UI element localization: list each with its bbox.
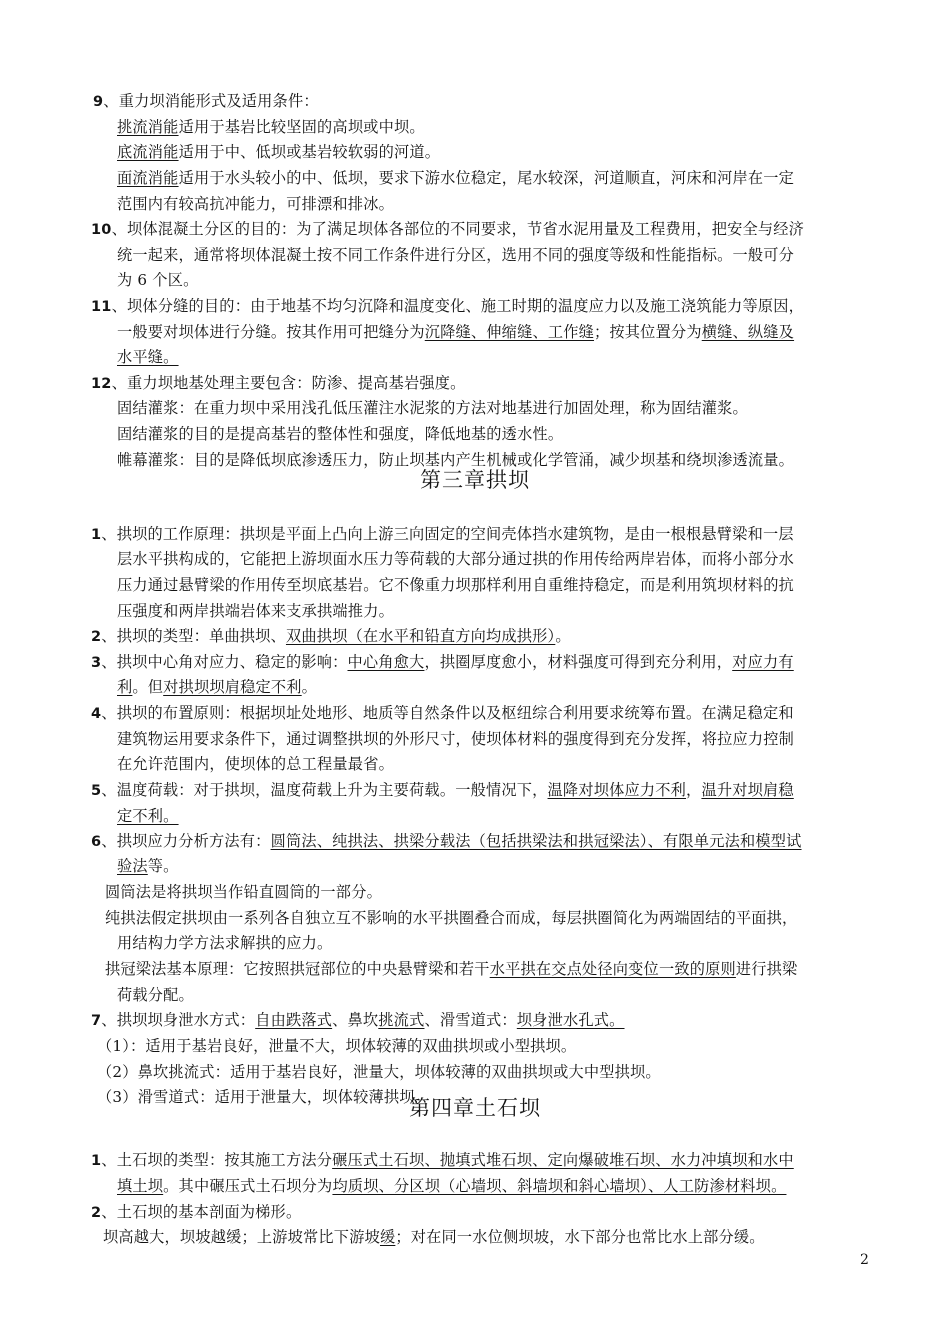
text-segment: 土石坝的类型：按其施工方法分	[116, 1151, 333, 1169]
text-segment: 拱坝的工作原理：拱坝是平面上凸向上游三向固定的空间壳体挡水建筑物，是由一根根悬臂梁和一层	[116, 525, 794, 543]
text-segment: 拱冠梁法基本原理：它按照拱冠部位的中央悬臂梁和若干	[105, 960, 490, 978]
text-segment: （3）滑雪道式：适用于泄量大，坝体较薄拱坝。	[97, 1088, 431, 1106]
text-segment: 坝体分缝的目的：由于地基不均匀沉降和温度变化、施工时期的温度应力以及施工浇筑能力等原因，	[126, 297, 805, 315]
underlined-text: 双曲拱坝（在水平和铅直方向均成拱形）	[285, 627, 556, 645]
text-segment: 在允许范围内，使坝体的总工程量最省。	[117, 755, 394, 773]
text-segment: 。	[555, 627, 571, 645]
text-segment: 固结灌浆的目的是提高基岩的整体性和强度，降低地基的透水性。	[117, 425, 564, 443]
text-segment: 适用于中、低坝或基岩较软弱的河道。	[178, 143, 441, 161]
text-line	[117, 322, 794, 342]
text-line	[97, 1087, 430, 1107]
underlined-text: 碾压式土石坝、抛填式堆石坝、定向爆破堆石坝、水力冲填坝和水中	[332, 1151, 794, 1169]
text-line	[105, 908, 797, 928]
text-line	[117, 142, 440, 162]
text-line	[117, 194, 394, 214]
text-segment: 等。	[147, 857, 179, 875]
underlined-text: 底流消能	[117, 143, 179, 161]
text-line	[91, 524, 794, 545]
item-number: 2	[91, 1205, 102, 1221]
text-segment: （1）：适用于基岩良好，泄量不大，坝体较薄的双曲拱坝或小型拱坝。	[97, 1037, 577, 1055]
text-line	[117, 245, 794, 265]
item-separator: 、	[101, 627, 117, 645]
text-line	[91, 626, 571, 647]
text-line	[117, 270, 198, 290]
text-line	[117, 549, 794, 569]
text-segment: 统一起来，通常将坝体混凝土按不同工作条件进行分区，选用不同的强度等级和性能指标。一般可分	[117, 246, 795, 264]
item-number: 7	[91, 1013, 102, 1029]
underlined-text: 坝身泄水孔式。	[516, 1011, 625, 1029]
text-segment: ，	[686, 781, 702, 799]
text-segment: ；按其位置分为	[594, 323, 702, 341]
text-line	[117, 347, 179, 367]
item-separator: 、	[111, 297, 127, 315]
underlined-text: 验法	[117, 857, 148, 875]
text-line	[117, 985, 194, 1005]
underlined-text: 定不利。	[117, 807, 179, 825]
underlined-text: 对应力有	[732, 653, 794, 671]
underlined-text: 填土坝	[117, 1177, 164, 1195]
text-line	[117, 856, 179, 876]
item-separator: 、	[101, 1011, 117, 1029]
text-segment: ，拱圈厚度愈小，材料强度可得到充分利用，	[424, 653, 733, 671]
underlined-text: 水平拱在交点处径向变位一致的原则	[489, 960, 736, 978]
text-segment: 帷幕灌浆：目的是降低坝底渗透压力，防止坝基内产生机械或化学管涌，减少坝基和绕坝渗透流量。	[117, 451, 795, 469]
item-number: 5	[91, 783, 102, 799]
text-line	[91, 1150, 794, 1171]
text-line	[91, 831, 802, 852]
underlined-text: 挑流式	[378, 1011, 425, 1029]
text-segment: 。	[301, 678, 318, 696]
item-separator: 、	[101, 704, 117, 722]
chapter-title-4: 第四章土石坝	[409, 1096, 541, 1120]
underlined-text: 温降对坝体应力不利	[547, 781, 687, 799]
page-number: 2	[860, 1252, 869, 1268]
text-line	[91, 780, 794, 801]
text-segment: 圆筒法是将拱坝当作铅直圆筒的一部分。	[105, 883, 382, 901]
text-line	[97, 1036, 576, 1056]
chapter-title-3: 第三章拱坝	[420, 468, 530, 492]
item-number: 9	[93, 94, 104, 110]
text-line	[117, 168, 794, 188]
text-segment: 、鼻坎	[332, 1011, 379, 1029]
text-segment: 重力坝地基处理主要包含：防渗、提高基岩强度。	[126, 374, 466, 392]
item-number: 1	[91, 1153, 102, 1169]
text-line	[91, 373, 466, 394]
text-segment: 重力坝消能形式及适用条件：	[118, 92, 319, 110]
underlined-text: 沉降缝、伸缩缝、工作缝	[424, 323, 595, 341]
text-segment: 拱坝坝身泄水方式：	[116, 1011, 256, 1029]
text-segment: 。但	[132, 678, 164, 696]
text-segment: 范围内有较高抗冲能力，可排漂和排冰。	[117, 195, 394, 213]
underlined-text: 利	[117, 678, 133, 696]
item-number: 11	[91, 299, 112, 315]
text-segment: 土石坝的基本剖面为梯形。	[116, 1203, 302, 1221]
item-separator: 、	[101, 1151, 117, 1169]
text-line	[117, 1176, 786, 1196]
item-number: 10	[91, 222, 112, 238]
underlined-text: 圆筒法、纯拱法、拱梁分载法（包括拱梁法和拱冠梁法）、有限单元法和模型试	[270, 832, 802, 850]
text-line	[117, 450, 794, 470]
text-segment: 用结构力学方法求解拱的应力。	[117, 934, 333, 952]
text-line	[117, 729, 794, 749]
item-number: 12	[91, 376, 112, 392]
text-segment: 、滑雪道式：	[424, 1011, 517, 1029]
item-number: 1	[91, 527, 102, 543]
text-segment: 压力通过悬臂梁的作用传至坝底基岩。它不像重力坝那样利用自重维持稳定，而是利用筑坝材料的抗	[117, 576, 795, 594]
text-line	[117, 575, 794, 595]
item-separator: 、	[101, 1203, 117, 1221]
text-segment: 层水平拱构成的，它能把上游坝面水压力等荷载的大部分通过拱的作用传给两岸岩体，而将小部分水	[117, 550, 795, 568]
text-segment: 。其中碾压式土石坝分为	[163, 1177, 333, 1195]
text-line	[117, 806, 179, 826]
text-line	[117, 677, 317, 697]
text-segment: 拱坝应力分析方法有：	[116, 832, 271, 850]
item-separator: 、	[101, 653, 117, 671]
text-line	[97, 1062, 661, 1082]
text-segment: ；对在同一水位侧坝坡，水下部分也常比水上部分缓。	[395, 1228, 765, 1246]
text-segment: 拱坝的布置原则：根据坝址处地形、地质等自然条件以及枢纽综合利用要求统筹布置。在满足稳定和	[116, 704, 794, 722]
underlined-text: 水平缝。	[117, 348, 179, 366]
item-separator: 、	[101, 781, 117, 799]
text-segment: （2）鼻坎挑流式：适用于基岩良好，泄量大，坝体较薄的双曲拱坝或大中型拱坝。	[97, 1063, 661, 1081]
underlined-text: 横缝、纵缝及	[701, 323, 795, 341]
text-line	[93, 91, 319, 112]
underlined-text: 对拱坝坝肩稳定不利	[163, 678, 302, 696]
text-segment: 一般要对坝体进行分缝。按其作用可把缝分为	[117, 323, 425, 341]
text-line	[117, 424, 563, 444]
text-segment: 纯拱法假定拱坝由一系列各自独立互不影响的水平拱圈叠合而成，每层拱圈简化为两端固结的平面拱，	[105, 909, 798, 927]
item-number: 6	[91, 834, 102, 850]
item-separator: 、	[111, 220, 127, 238]
text-line	[91, 296, 804, 317]
text-segment: 坝体混凝土分区的目的：为了满足坝体各部位的不同要求，节省水泥用量及工程费用，把安全与经济	[126, 220, 805, 238]
item-number: 4	[91, 706, 102, 722]
text-line	[91, 1202, 301, 1223]
text-segment: 适用于基岩比较坚固的高坝或中坝。	[178, 118, 425, 136]
text-segment: 适用于水头较小的中、低坝，要求下游水位稳定，尾水较深，河道顺直，河床和河岸在一定	[178, 169, 795, 187]
text-line	[91, 703, 794, 724]
item-separator: 、	[101, 832, 117, 850]
underlined-text: 自由跌落式	[255, 1011, 333, 1029]
text-line	[117, 754, 394, 774]
text-line	[117, 933, 332, 953]
item-separator: 、	[111, 374, 127, 392]
text-line	[117, 601, 394, 621]
text-segment: 坝高越大，坝坡越缓；上游坡常比下游坡	[103, 1228, 380, 1246]
item-separator: 、	[101, 525, 117, 543]
underlined-text: 面流消能	[117, 169, 179, 187]
underlined-text: 缓	[379, 1228, 396, 1246]
underlined-text: 均质坝、分区坝（心墙坝、斜墙坝和斜心墙坝）、人工防渗材料坝。	[332, 1177, 787, 1195]
text-segment: 拱坝的类型：单曲拱坝、	[116, 627, 286, 645]
text-segment: 温度荷载：对于拱坝，温度荷载上升为主要荷载。一般情况下，	[116, 781, 548, 799]
text-segment: 压强度和两岸拱端岩体来支承拱端推力。	[117, 602, 394, 620]
text-segment: 固结灌浆：在重力坝中采用浅孔低压灌注水泥浆的方法对地基进行加固处理，称为固结灌浆。	[117, 399, 748, 417]
text-segment: 荷载分配。	[117, 986, 194, 1004]
text-line	[103, 1227, 765, 1247]
text-line	[105, 959, 797, 979]
item-separator: 、	[103, 92, 119, 110]
text-segment: 建筑物运用要求条件下，通过调整拱坝的外形尺寸，使坝体材料的强度得到充分发挥，将拉应力控制	[117, 730, 795, 748]
text-line	[91, 1010, 625, 1031]
text-line	[91, 219, 804, 240]
underlined-text: 中心角愈大	[347, 653, 425, 671]
underlined-text: 温升对坝肩稳	[701, 781, 794, 799]
text-segment: 进行拱梁	[735, 960, 798, 978]
text-segment: 为 6 个区。	[117, 271, 199, 289]
text-segment: 拱坝中心角对应力、稳定的影响：	[116, 653, 348, 671]
item-number: 2	[91, 629, 102, 645]
text-line	[117, 117, 425, 137]
text-line	[105, 882, 382, 902]
item-number: 3	[91, 655, 102, 671]
text-line	[91, 652, 794, 673]
text-line	[117, 398, 748, 418]
underlined-text: 挑流消能	[117, 118, 179, 136]
